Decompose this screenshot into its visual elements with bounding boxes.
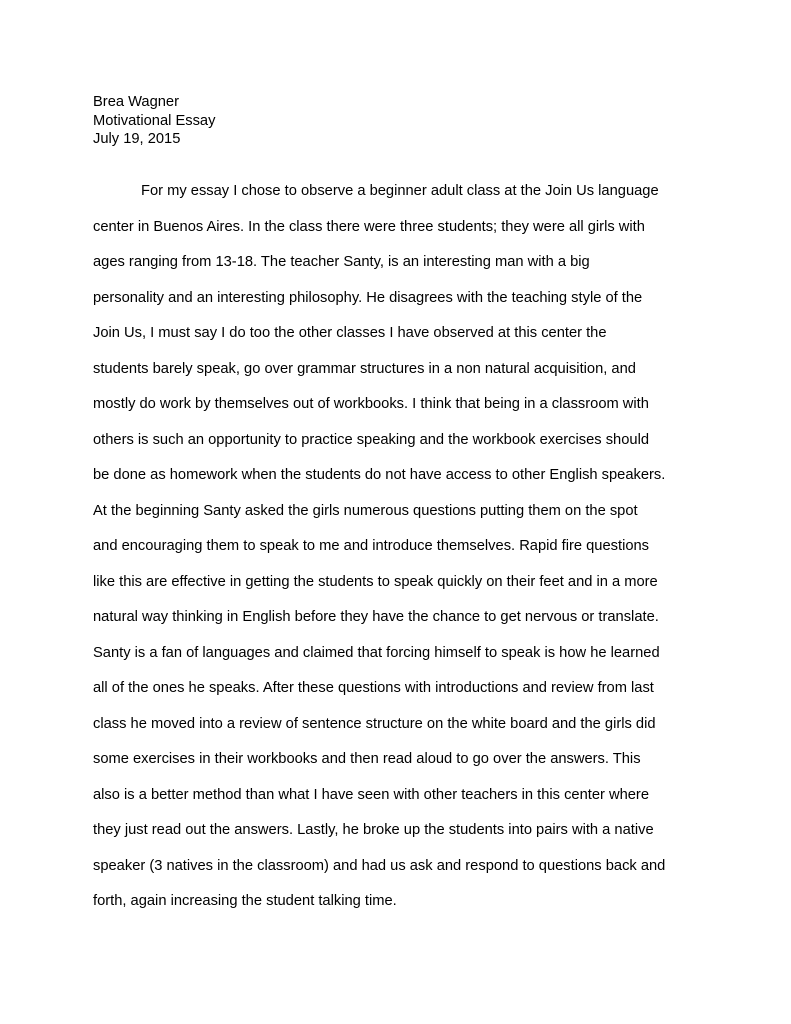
paragraph-line: be done as homework when the students do not have access to other English speakers. <box>93 467 666 483</box>
paragraph-line: others is such an opportunity to practice speaking and the workbook exercises should <box>93 432 649 448</box>
document-date: July 19, 2015 <box>93 131 181 147</box>
paragraph-line: class he moved into a review of sentence structure on the white board and the girls did <box>93 716 656 732</box>
document-header <box>93 93 215 149</box>
paragraph-line: some exercises in their workbooks and then read aloud to go over the answers. This <box>93 751 641 767</box>
paragraph-line: they just read out the answers. Lastly, he broke up the students into pairs with a native <box>93 822 654 838</box>
paragraph-line: Join Us, I must say I do too the other classes I have observed at this center the <box>93 325 607 341</box>
paragraph-line: ages ranging from 13-18. The teacher Santy, is an interesting man with a big <box>93 254 590 270</box>
paragraph-line: all of the ones he speaks. After these questions with introductions and review from last <box>93 680 654 696</box>
paragraph-line: For my essay I chose to observe a beginner adult class at the Join Us language <box>141 183 659 199</box>
paragraph-line: forth, again increasing the student talking time. <box>93 893 397 909</box>
paragraph-line: speaker (3 natives in the classroom) and had us ask and respond to questions back and <box>93 858 666 874</box>
paragraph-line: and encouraging them to speak to me and introduce themselves. Rapid fire questions <box>93 538 650 554</box>
paragraph-line: students barely speak, go over grammar structures in a non natural acquisition, and <box>93 361 636 377</box>
paragraph-line: At the beginning Santy asked the girls numerous questions putting them on the spot <box>93 503 638 519</box>
paragraph-line: center in Buenos Aires. In the class there were three students; they were all girls with <box>93 219 645 235</box>
paragraph-line: Santy is a fan of languages and claimed that forcing himself to speak is how he learned <box>93 645 660 661</box>
paragraph-line: also is a better method than what I have seen with other teachers in this center where <box>93 787 649 803</box>
author-name: Brea Wagner <box>93 94 179 110</box>
paragraph-line: like this are effective in getting the students to speak quickly on their feet and in a more <box>93 574 658 590</box>
document-title: Motivational Essay <box>93 112 216 129</box>
paragraph-line: mostly do work by themselves out of workbooks. I think that being in a classroom with <box>93 396 649 412</box>
paragraph-line: natural way thinking in English before they have the chance to get nervous or translate. <box>93 609 659 625</box>
paragraph-line: personality and an interesting philosophy. He disagrees with the teaching style of the <box>93 290 643 306</box>
